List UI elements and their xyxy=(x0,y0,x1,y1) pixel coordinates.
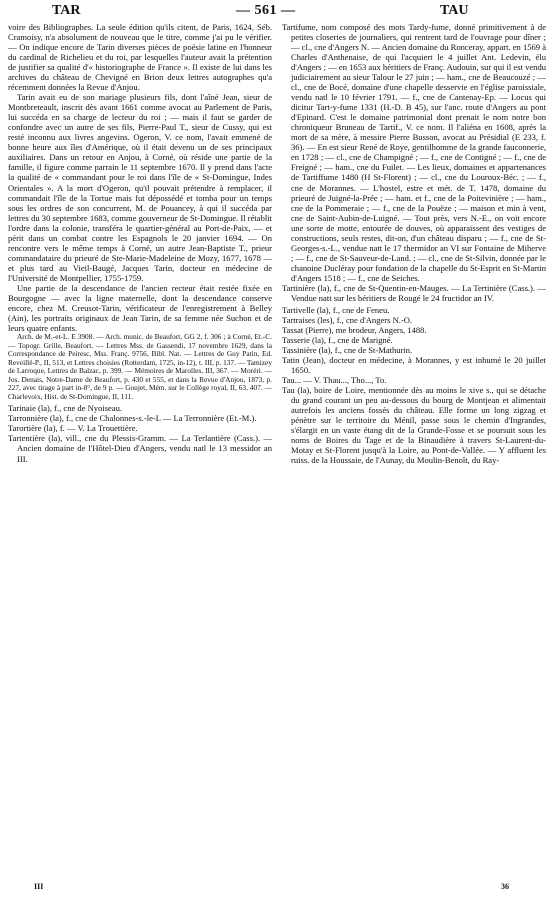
left-column xyxy=(8,22,272,884)
dictionary-entry: Tartraises (les), f., cne d'Angers N.-O. xyxy=(282,314,413,325)
dictionary-entry: Tau... — V. Thau..., Tho..., To. xyxy=(282,375,387,386)
dictionary-entry: Tartinière (la), f., cne de St-Quentin-en-Mauges. — La Tertinière (Cass.). — Vendue natt sur les héritiers de Rougé le 24 fructidor an IV. xyxy=(282,282,546,303)
header-left-word: TAR xyxy=(52,3,81,18)
footer-signature-left: III xyxy=(34,882,44,891)
dictionary-entry: Tarortière (la), f. — V. La Trouettière. xyxy=(8,423,138,434)
footer-signature-right: 36 xyxy=(501,882,509,891)
dictionary-entry: Tartentière (la), vill., cne du Plessis-Gramm. — La Terlantière (Cass.). — Ancien domaine de l'Hôtel-Dieu d'Angers, vendu natl le 13 messidor an III. xyxy=(8,433,272,464)
dictionary-entry: Tasserie (la), f., cne de Marigné. xyxy=(282,334,393,345)
dictionary-entry: Tatin (Jean), docteur en médecine, à Morannes, y est inhumé le 20 juillet 1650. xyxy=(282,355,546,376)
citation-block: Arch. de M.-et-L. E 3908. — Arch. munic. de Beaufort, GG 2, f. 306 ; à Corné, Et.-C. — Topogr. Grille, Beaufort. — Lettres Mss. de Gassendi, 17 novembre 1629, dans la Correspondance de Peiresc, Mss. Franç. 9756, Bibl. Nat. — Lettres de Guy Patin, Ed. Reveillé-P., II, 513, et Lettres choisies (Rotterdam, 1725, in-12), t. III, p. 137. — Tamizey de Larroque, Lettres de Balzac, p. 399. — Mémoires de Marolles, III, 367. — Moréri. — Jos. Denais, Notre-Dame de Beaufort, p. 430 et 555, et dans la Revue d'Anjou, 1873, p. 227, avec tirage à part in-8°, de 9 p. — Goujet, Mém. sur le Collège royal, II, 63, 407. — Charlevoix, Hist. de St-Domingue, II, 111. xyxy=(8,331,272,401)
header-right-word: TAU xyxy=(440,3,469,18)
dictionary-entry: Tartifume, nom composé des mots Tardy-fume, donné primitivement à de petites closeries de journaliers, qui rentrent tard de l'ouvrage pour dîner ; — cl., cne d'Angers N. — Ancien domaine du Ronceray, appart. en 1569 à Charles d'Anthenaise, de qui l'acquiert le 4 juillet Ant. Ledevin, élu d'Angers ; — en 1653 aux héritiers de Franç. Audouin, sur qui il est vendu judiciairement au sieur Talour le 27 juin ; — ham., cne de Beaucouzé ; — cl., cne de Bocé, domaine d'une chapelle desservie en l'église paroissiale, vendu natl le 10 février 1791. — f., cne de Cantenay-Ep. — Locus qui dicitur Tart-y-fume 1331 (H.-D. B 45), sur l'anc. route d'Angers au pont d'Epinard. C'est le domaine patrimonial dont prenait le nom notre bon chroniqueur Bruneau de Tartif., V. ce nom. Il l'aliéna en 1608, après la mort de sa mère, à messire Pierre Busson, avocat au Présidial (E 233, f. 36). — En est sieur René de Roye, gentilhomme de la grande fauconnerie, en 1728 ; — cl., cne de Champigné ; — f., cne de Contigné ; — f., cne de Freigné ; — ham., cne du Fuilet. — Les lieux, domaines et appartenances de Tartiffume 1480 (H St-Florent) ; — cl., cne du Louroux-Béc. ; — f., cne de Morannes. — L'hostel, estre et mét. de T. 1478, domaine du prieuré de Juigné-la-Prée ; — ham. et f., cne de la Poitevinière ; — ham., cne de la Pommeraie ; — f., cne de la Pouëze ; — maison et min à vent, cne de Saint-Aubin-de-Luigné. — Tout près, vers N.-E., on voit encore une sorte de motte, entourée de douves, où apparaissent des vestiges de constructions, seuls restes, dit-on, d'un château disparu ; — f., cne de St-Georges-s.-L., vendue natt le 17 thermidor an VI sur Fontaine de Miherve ; — f., cne de St-Sauveur-de-Land. ; — cl., cne de St-Silvin, donnée par le chanoine Ducléray pour fondation de la chapelle du St-Esprit en St-Martin d'Angers 1518 ; — f., cne de Seiches. xyxy=(282,22,546,283)
paragraph: Une partie de la descendance de l'ancien recteur était restée fixée en Bourgogne — avec la ligne maternelle, dont la descendance conserve encore, chez M. Creusot-Tarin, vérificateur de l'enregistrement à Belley (Ain), les portraits originaux de Jean Tarin, de sa femme née Suchon et de leurs quatre enfants. xyxy=(8,282,272,333)
dictionary-entry: Tau (la), boire de Loire, mentionnée dès au moins le xive s., qui se détache du grand courant un peu au-dessous du bourg de Montjean et alimentait autrefois les anciens fossés du château. Elle forme un long zigzag et pénètre sur le territoire du Ménil, passe sous le chemin d'Ingrandes, s'élargit en un vaste étang dit de la Grande-Fosse et se poursuit sous les noms de Boires du Tage et de la Binaudière à travers St-Laurent-du-Motay et St-Florent jusqu'à la Loire, au Pont-de-Vallée. — Y affluent les ruiss. de la Houssaie, de l'Aunay, du Moulin-Benoît, du Ray- xyxy=(282,385,546,466)
paragraph: voire des Bibliographes. La seule édition qu'ils citent, de Paris, 1624, Séb. Cramoisy, n'a absolument de nouveau que le titre, comme j'ai pu le vérifier. — On indique encore de Tarin diverses pièces de poésie latine en l'honneur du cardinal de Richelieu et du roi, par lesquelles l'auteur avait la prétention de justifier sa qualité d'« historiographe de France ». Il existe de lui dans les archives du château de Chevigné en Brion deux lettres autographes qu'a récemment données la Revue d'Anjou. xyxy=(8,22,272,93)
right-column xyxy=(282,22,546,884)
dictionary-entry: Tassat (Pierre), me brodeur, Angers, 1488. xyxy=(282,324,427,335)
dictionary-entry: Tassinière (la), f., cne de St-Mathurin. xyxy=(282,345,413,355)
dictionary-entry: Tarinaie (la), f., cne de Nyoiseau. xyxy=(8,403,123,414)
dictionary-entry: Tarronnière (la), f., cne de Chalonnes-s.-le-L — La Terronnière (Et.-M.). xyxy=(8,413,257,424)
page-footer xyxy=(8,882,545,894)
dictionary-entry: Tartivelle (la), f., cne de Feneu. xyxy=(282,304,390,315)
paragraph: Tarin avait eu de son mariage plusieurs fils, dont l'aîné Jean, sieur de Montbreteault, inscrit dès avant 1661 comme avocat au Parlement de Paris, lui succéda en sa charge de lecteur du roi ; — mais il faut se garder de confondre avec un autre de ses fils, Pierre-Paul T., sieur de Cussy, qui est resté inconnu aux livres angevins. Ogeron, V. ce nom, l'avait emmené de bonne heure aux îles d'Amérique, où il était devenu un de ses principaux auxiliaires. Dans un retour en Anjou, à Corné, où réside une partie de la famille, il figure comme parrain le 11 septembre 1670. Il y prend dans l'acte la qualité de « commandant pour le roi dans l'île de « St-Domingue, Indes Orientales ». A la mort d'Ogeron, qu'il pouvait prétendre à remplacer, il commandait l'île de la Tortue mais fut dépossédé et tomba pour un temps sous les ordres de son concurrent, M. de Pouancey, à qui il succéda par lettres du 30 septembre 1683, comme gouverneur de St-Domingue. Il rétablit l'ordre dans la colonie, transféra le quartier-général au Port-de-Paix, — et périt dans un combat contre les Espagnols le 20 janvier 1694. — On rencontre vers le même temps à Corné, un autre Jean-Baptiste T., prieur commandataire du prieuré de Ste-Marie-Madeleine de Mozy, 1677, 1678 — et plus tard au Vieil-Baugé, Jacques Tarin, docteur en médecine de l'Université de Montpellier, 1755-1759. xyxy=(8,92,272,283)
page-number: — 561 — xyxy=(236,3,296,18)
running-header xyxy=(8,3,545,21)
